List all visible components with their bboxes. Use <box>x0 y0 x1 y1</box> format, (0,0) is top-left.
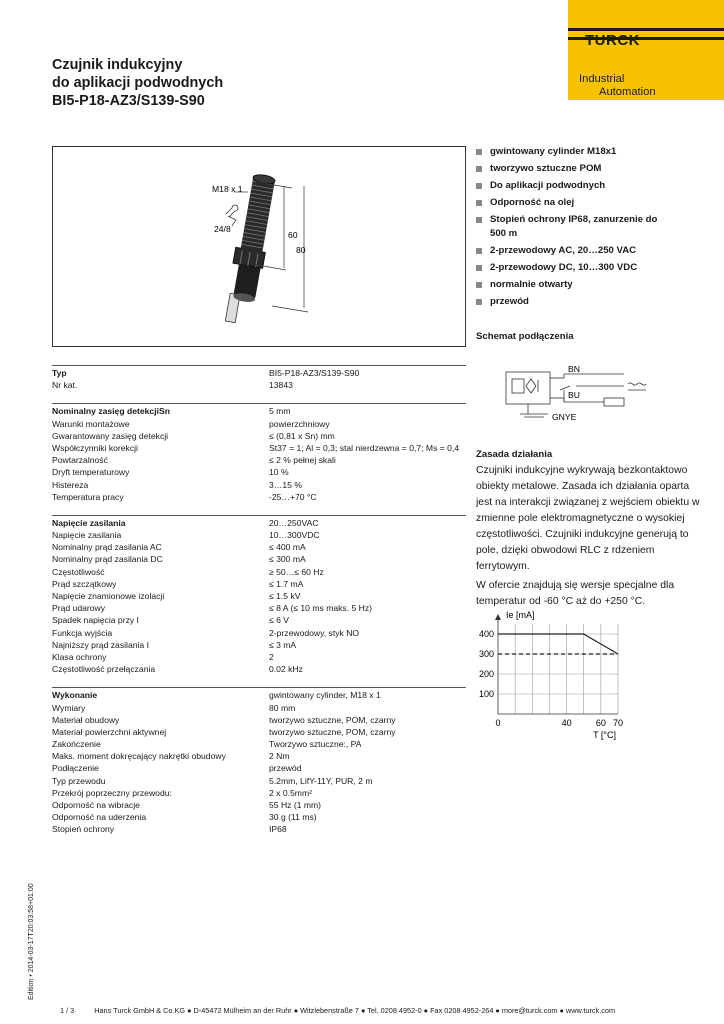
spec-value: ≤ 2 % pełnej skali <box>269 455 336 466</box>
spec-key: Częstotliwość przełączania <box>52 664 156 675</box>
spec-key: Odporność na uderzenia <box>52 812 147 823</box>
spec-value: 30 g (11 ms) <box>269 812 317 823</box>
spec-key: Nr kat. <box>52 380 78 391</box>
y-tick-label: 100 <box>478 689 494 699</box>
spec-key: Prąd szczątkowy <box>52 578 117 589</box>
sensor-drawing <box>52 146 466 347</box>
spec-row <box>52 689 466 701</box>
spec-row <box>52 651 466 663</box>
y-tick-label: 200 <box>478 669 494 679</box>
spec-value: gwintowany cylinder, M18 x 1 <box>269 690 381 701</box>
spec-value: 80 mm <box>269 702 296 713</box>
spec-key: Powtarzalność <box>52 455 108 466</box>
spec-row <box>52 762 466 774</box>
spec-key: Prąd udarowy <box>52 603 106 614</box>
spec-key: Napięcie znamionowe izolacji <box>52 591 165 601</box>
spec-row <box>52 367 466 379</box>
bullet-square-icon <box>476 299 482 305</box>
feature-item: 2-przewodowy AC, 20…250 VAC <box>476 244 676 258</box>
spec-value: 2-przewodowy, styk NO <box>269 627 360 638</box>
spec-key: Wymiary <box>52 702 86 713</box>
spec-key: Napięcie zasilania <box>52 530 122 541</box>
spec-key: Funkcja wyjścia <box>52 627 113 638</box>
spec-value: ≤ 3 mA <box>269 639 297 650</box>
spec-row <box>52 614 466 626</box>
spec-key: Częstotliwość <box>52 566 105 577</box>
spec-row <box>52 379 466 391</box>
spec-group <box>52 365 466 391</box>
title-line-1: Czujnik indukcyjny <box>52 57 183 73</box>
spec-value: przewód <box>269 763 302 774</box>
spec-value: 55 Hz (1 mm) <box>269 800 322 810</box>
bullet-square-icon <box>476 183 482 189</box>
spec-row <box>52 517 466 529</box>
feature-item: przewód <box>476 295 676 309</box>
spec-value: 5.2mm, LifY-11Y, PUR, 2 m <box>269 775 373 786</box>
spec-value: 10 % <box>269 467 289 478</box>
thread-label: M18 x 1 <box>212 184 243 194</box>
spec-row <box>52 811 466 823</box>
spec-key: Gwarantowany zasięg detekcji <box>52 430 169 441</box>
spec-key: Stopień ochrony <box>52 824 115 835</box>
spec-key: Warunki montażowe <box>52 418 130 429</box>
feature-item: Odporność na olej <box>476 196 676 210</box>
spec-value: St37 = 1; Al = 0,3; stal nierdzewna = 0,7; Ms = 0,4 <box>269 442 460 453</box>
spec-row <box>52 787 466 799</box>
spec-value: ≤ 400 mA <box>269 542 306 553</box>
series-line <box>498 634 618 654</box>
spec-value: 10…300VDC <box>269 530 320 541</box>
y-axis-arrow-icon <box>495 614 501 620</box>
spec-key: Nominalny prąd zasilania DC <box>52 554 163 565</box>
spec-row <box>52 430 466 442</box>
spec-value: 2 <box>269 651 274 662</box>
feature-item: tworzywo sztuczne POM <box>476 162 676 176</box>
spec-row <box>52 639 466 651</box>
spec-value: ≤ 1.5 kV <box>269 591 301 601</box>
spec-row <box>52 491 466 503</box>
spec-row <box>52 775 466 787</box>
spec-row <box>52 726 466 738</box>
spec-value: 0.02 kHz <box>269 664 303 675</box>
feature-item: Do aplikacji podwodnych <box>476 179 676 193</box>
bullet-square-icon <box>476 149 482 155</box>
spec-value: powierzchniowy <box>269 418 330 429</box>
spec-key: Wykonanie <box>52 690 98 701</box>
spec-key: Nominalny prąd zasilania AC <box>52 542 162 553</box>
spec-row <box>52 578 466 590</box>
spec-value: 20…250VAC <box>269 517 319 528</box>
feature-item: gwintowany cylinder M18x1 <box>476 145 676 159</box>
spec-key: Zakończenie <box>52 739 101 750</box>
x-tick-label: 40 <box>561 718 572 728</box>
y-axis-label: Ie [mA] <box>506 610 535 620</box>
spec-key: Typ przewodu <box>52 775 106 786</box>
spec-row <box>52 750 466 762</box>
spec-row <box>52 529 466 541</box>
bullet-square-icon <box>476 282 482 288</box>
spec-value: tworzywo sztuczne, POM, czarny <box>269 714 396 725</box>
spec-row <box>52 454 466 466</box>
feature-item: 2-przewodowy DC, 10…300 VDC <box>476 261 676 275</box>
x-axis-label: T [°C] <box>593 730 616 740</box>
spec-value: IP68 <box>269 824 287 835</box>
page-title <box>52 56 223 110</box>
spec-row <box>52 541 466 553</box>
wire-gnye-label: GNYE <box>552 412 577 422</box>
spec-key: Współczynniki korekcji <box>52 442 138 453</box>
x-tick-label: 60 <box>595 718 606 728</box>
principle-text <box>476 463 708 613</box>
spec-key: Typ <box>52 368 67 378</box>
spec-key: Spadek napięcia przy I <box>52 615 139 626</box>
spec-row <box>52 602 466 614</box>
spec-key: Dryft temperaturowy <box>52 467 130 478</box>
spec-key: Napięcie zasilania <box>52 517 126 528</box>
brand-sub-automation: Automation <box>599 86 656 98</box>
x-tick-label: 70 <box>612 718 624 728</box>
company-address: Hans Turck GmbH & Co.KG ● D-45472 Mülheim an der Ruhr ● Witzlebenstraße 7 ● Tel. 0208 4952-0 ● Fax 0208 4952-264 ● more@turck.com ● www.turck.com <box>94 1006 616 1015</box>
spec-key: Materiał obudowy <box>52 714 120 725</box>
page-number: 1 / 3 <box>60 1006 75 1015</box>
derating-chart <box>476 610 646 745</box>
specifications-table <box>52 365 466 848</box>
spec-group <box>52 515 466 675</box>
spec-value: ≥ 50…≤ 60 Hz <box>269 566 324 577</box>
spec-row <box>52 702 466 714</box>
spec-key: Odporność na wibracje <box>52 800 140 810</box>
spec-key: Maks. moment dokręcający nakrętki obudowy <box>52 751 226 762</box>
brand-logo-background <box>568 0 724 100</box>
spec-row <box>52 590 466 602</box>
spec-row <box>52 738 466 750</box>
spec-row <box>52 663 466 675</box>
feature-item: Stopień ochrony IP68, zanurzenie do 500 m <box>476 213 676 241</box>
spec-value: BI5-P18-AZ3/S139-S90 <box>269 368 360 378</box>
principle-paragraph-2: W ofercie znajdują się wersje specjalne dla temperatur od -60 °C aż do +250 °C. <box>476 580 675 607</box>
spec-value: -25…+70 °C <box>269 491 317 502</box>
y-tick-label: 300 <box>478 649 494 659</box>
spec-key: Materiał powierzchni aktywnej <box>52 726 167 737</box>
feature-item: normalnie otwarty <box>476 278 676 292</box>
spec-row <box>52 553 466 565</box>
x-tick-label: 0 <box>495 718 501 728</box>
spec-key: Klasa ochrony <box>52 651 107 662</box>
spec-row <box>52 627 466 639</box>
wire-bn-label: BN <box>568 364 580 374</box>
wrench-size-label: 24/8 <box>214 224 231 234</box>
spec-row <box>52 566 466 578</box>
principle-title: Zasada działania <box>476 449 553 460</box>
spec-value: 2 Nm <box>269 751 290 762</box>
title-line-2: do aplikacji podwodnych <box>52 75 224 91</box>
spec-value: 13843 <box>269 380 293 391</box>
feature-list <box>476 145 676 312</box>
spec-value: Tworzywo sztuczne:, PA <box>269 739 362 750</box>
spec-value: 2 x 0.5mm² <box>269 787 312 798</box>
spec-key: Histereza <box>52 479 89 490</box>
spec-value: ≤ 6 V <box>269 615 290 626</box>
brand-sub-industrial: Industrial <box>579 73 625 85</box>
edition-stamp: Edition • 2014-03-17T20:03:58+01:00 <box>28 883 35 1000</box>
bullet-square-icon <box>476 248 482 254</box>
spec-key: Najniższy prąd zasilania I <box>52 639 149 650</box>
spec-value: tworzywo sztuczne, POM, czarny <box>269 726 396 737</box>
title-line-3: BI5-P18-AZ3/S139-S90 <box>52 93 205 109</box>
spec-row <box>52 823 466 835</box>
spec-value: ≤ 300 mA <box>269 554 306 565</box>
spec-row <box>52 479 466 491</box>
spec-value: 3…15 % <box>269 479 302 490</box>
dimension-60-label: 60 <box>288 230 298 240</box>
spec-value: ≤ 8 A (≤ 10 ms maks. 5 Hz) <box>269 603 373 614</box>
footer <box>60 1006 615 1015</box>
spec-row <box>52 405 466 417</box>
principle-paragraph-1: Czujniki indukcyjne wykrywają bezkontaktowo obiekty metalowe. Zasada ich działania oparta jest na interakcji związanej z wejściem obiektu w zmienne pole elektromagnetyczne o wysokiej częstotliwości. Czujniki indukcyjne generują to pole, dzięki obwodowi RLC z rdzeniem ferrytowym. <box>476 465 700 572</box>
spec-key: Nominalny zasięg detekcjiSn <box>52 406 170 417</box>
spec-key: Temperatura pracy <box>52 491 124 502</box>
spec-key: Przekrój poprzeczny przewodu: <box>52 787 172 798</box>
spec-row <box>52 442 466 454</box>
spec-value: ≤ (0,81 x Sn) mm <box>269 430 335 441</box>
wire-bu-label: BU <box>568 390 580 400</box>
spec-row <box>52 418 466 430</box>
brand-logo-text: TURCK <box>585 32 640 49</box>
spec-value: 5 mm <box>269 406 291 417</box>
bullet-square-icon <box>476 265 482 271</box>
spec-row <box>52 466 466 478</box>
spec-group <box>52 403 466 503</box>
spec-row <box>52 799 466 811</box>
bullet-square-icon <box>476 217 482 223</box>
y-tick-label: 400 <box>478 629 494 639</box>
ac-symbol-icon <box>628 383 646 385</box>
spec-value: ≤ 1.7 mA <box>269 578 304 589</box>
spec-row <box>52 714 466 726</box>
spec-key: Podłączenie <box>52 763 99 774</box>
wiring-diagram-title: Schemat podłączenia <box>476 331 574 342</box>
wiring-diagram <box>476 362 666 424</box>
dimension-80-label: 80 <box>296 245 306 255</box>
spec-group <box>52 687 466 835</box>
wrench-icon <box>226 205 238 217</box>
bullet-square-icon <box>476 200 482 206</box>
bullet-square-icon <box>476 166 482 172</box>
